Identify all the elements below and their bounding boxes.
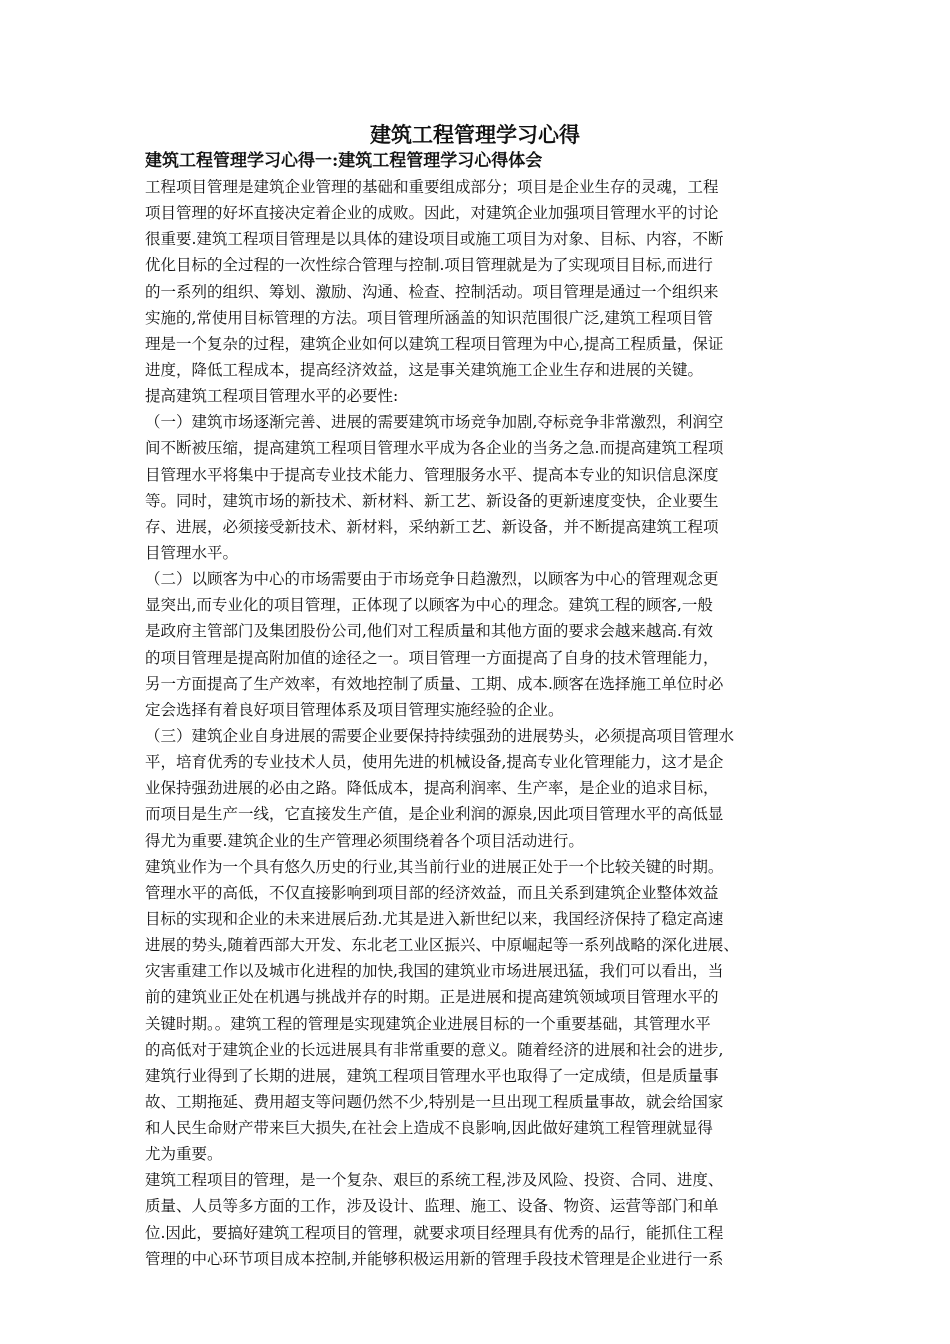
body-line: 工程项目管理是建筑企业管理的基础和重要组成部分；项目是企业生存的灵魂，工程 xyxy=(145,178,719,196)
body-line: 的一系列的组织、筹划、激励、沟通、检查、控制活动。项目管理是通过一个组织来 xyxy=(145,282,719,301)
body-line: 优化目标的全过程的一次性综合管理与控制.项目管理就是为了实现项目目标,而进行 xyxy=(145,256,713,275)
document-title: 建筑工程管理学习心得 xyxy=(370,122,580,147)
body-line: 建筑工程项目的管理，是一个复杂、艰巨的系统工程,涉及风险、投资、合同、进度、 xyxy=(145,1171,724,1190)
body-line: （三）建筑企业自身进展的需要企业要保持持续强劲的进展势头，必须提高项目管理水 xyxy=(145,726,735,745)
body-line: 的项目管理是提高附加值的途径之一。项目管理一方面提高了自身的技术管理能力， xyxy=(145,648,719,667)
body-line: 故、工期拖延、费用超支等问题仍然不少,特别是一旦出现工程质量事故，就会给国家 xyxy=(145,1092,724,1111)
body-line: 另一方面提高了生产效率，有效地控制了质量、工期、成本.顾客在选择施工单位时必 xyxy=(145,674,724,693)
body-line: 得尤为重要.建筑企业的生产管理必须围绕着各个项目活动进行。 xyxy=(145,831,584,850)
body-line: 平，培育优秀的专业技术人员，使用先进的机械设备,提高专业化管理能力，这才是企 xyxy=(145,753,724,772)
document-body xyxy=(145,174,815,1272)
body-line: 目标的实现和企业的未来进展后劲.尤其是进入新世纪以来，我国经济保持了稳定高速 xyxy=(145,909,724,928)
document-subtitle: 建筑工程管理学习心得一:建筑工程管理学习心得体会 xyxy=(145,151,543,171)
body-line: 理是一个复杂的过程，建筑企业如何以建筑工程项目管理为中心,提高工程质量，保证 xyxy=(145,334,724,353)
body-line: 管理的中心环节项目成本控制,并能够积极运用新的管理手段技术管理是企业进行一系 xyxy=(145,1249,724,1268)
body-line: （二）以顾客为中心的市场需要由于市场竞争日趋激烈，以顾客为中心的管理观念更 xyxy=(145,570,719,589)
body-line: 目管理水平将集中于提高专业技术能力、管理服务水平、提高本专业的知识信息深度 xyxy=(145,465,719,484)
body-line: 建筑业作为一个具有悠久历史的行业,其当前行业的进展正处于一个比较关键的时期。 xyxy=(145,857,724,876)
body-line: 业保持强劲进展的必由之路。降低成本，提高利润率、生产率，是企业的追求目标， xyxy=(145,779,719,798)
body-line: 定会选择有着良好项目管理体系及项目管理实施经验的企业。 xyxy=(145,700,564,719)
body-line: 项目管理的好坏直接决定着企业的成败。因此，对建筑企业加强项目管理水平的讨论 xyxy=(145,204,719,223)
body-line: 管理水平的高低，不仅直接影响到项目部的经济效益，而且关系到建筑企业整体效益 xyxy=(145,883,719,902)
body-line: 进度，降低工程成本，提高经济效益，这是事关建筑施工企业生存和进展的关键。 xyxy=(145,360,704,379)
body-line: 灾害重建工作以及城市化进程的加快,我国的建筑业市场进展迅猛，我们可以看出，当 xyxy=(145,962,724,981)
body-line: 质量、人员等多方面的工作，涉及设计、监理、施工、设备、物资、运营等部门和单 xyxy=(145,1197,719,1216)
body-line: 建筑行业得到了长期的进展，建筑工程项目管理水平也取得了一定成绩，但是质量事 xyxy=(145,1066,719,1085)
body-line: 和人民生命财产带来巨大损失,在社会上造成不良影响,因此做好建筑工程管理就显得 xyxy=(145,1119,713,1138)
body-line: 很重要.建筑工程项目管理是以具体的建设项目或施工项目为对象、目标、内容，不断 xyxy=(145,230,724,249)
body-line: 目管理水平。 xyxy=(145,543,239,562)
body-line: 存、进展，必须接受新技术、新材料，采纳新工艺、新设备，并不断提高建筑工程项 xyxy=(145,517,719,536)
body-line: 而项目是生产一线，它直接发生产值，是企业利润的源泉,因此项目管理水平的高低显 xyxy=(145,805,724,824)
body-line: 前的建筑业正处在机遇与挑战并存的时期。正是进展和提高建筑领域项目管理水平的 xyxy=(145,988,719,1007)
body-line: 尤为重要。 xyxy=(145,1145,223,1164)
body-line: 的高低对于建筑企业的长远进展具有非常重要的意义。随着经济的进展和社会的进步, xyxy=(145,1040,724,1059)
body-line: 实施的,常使用目标管理的方法。项目管理所涵盖的知识范围很广泛,建筑工程项目管 xyxy=(145,308,713,327)
body-line: 位.因此，要搞好建筑工程项目的管理，就要求项目经理具有优秀的品行，能抓住工程 xyxy=(145,1223,724,1242)
body-line: （一）建筑市场逐渐完善、进展的需要建筑市场竞争加剧,夺标竞争非常激烈，利润空 xyxy=(145,413,724,432)
body-line: 关键时期。。建筑工程的管理是实现建筑企业进展目标的一个重要基础，其管理水平 xyxy=(145,1014,711,1033)
body-line: 显突出,而专业化的项目管理，正体现了以顾客为中心的理念。建筑工程的顾客,一般 xyxy=(145,596,713,615)
body-line: 间不断被压缩，提高建筑工程项目管理水平成为各企业的当务之急.而提高建筑工程项 xyxy=(145,439,724,458)
body-line: 等。同时，建筑市场的新技术、新材料、新工艺、新设备的更新速度变快，企业要生 xyxy=(145,491,719,510)
body-line: 提高建筑工程项目管理水平的必要性: xyxy=(145,387,399,406)
body-line: 进展的势头,随着西部大开发、东北老工业区振兴、中原崛起等一系列战略的深化进展、 xyxy=(145,936,739,955)
body-line: 是政府主管部门及集团股份公司,他们对工程质量和其他方面的要求会越来越高.有效 xyxy=(145,622,713,641)
